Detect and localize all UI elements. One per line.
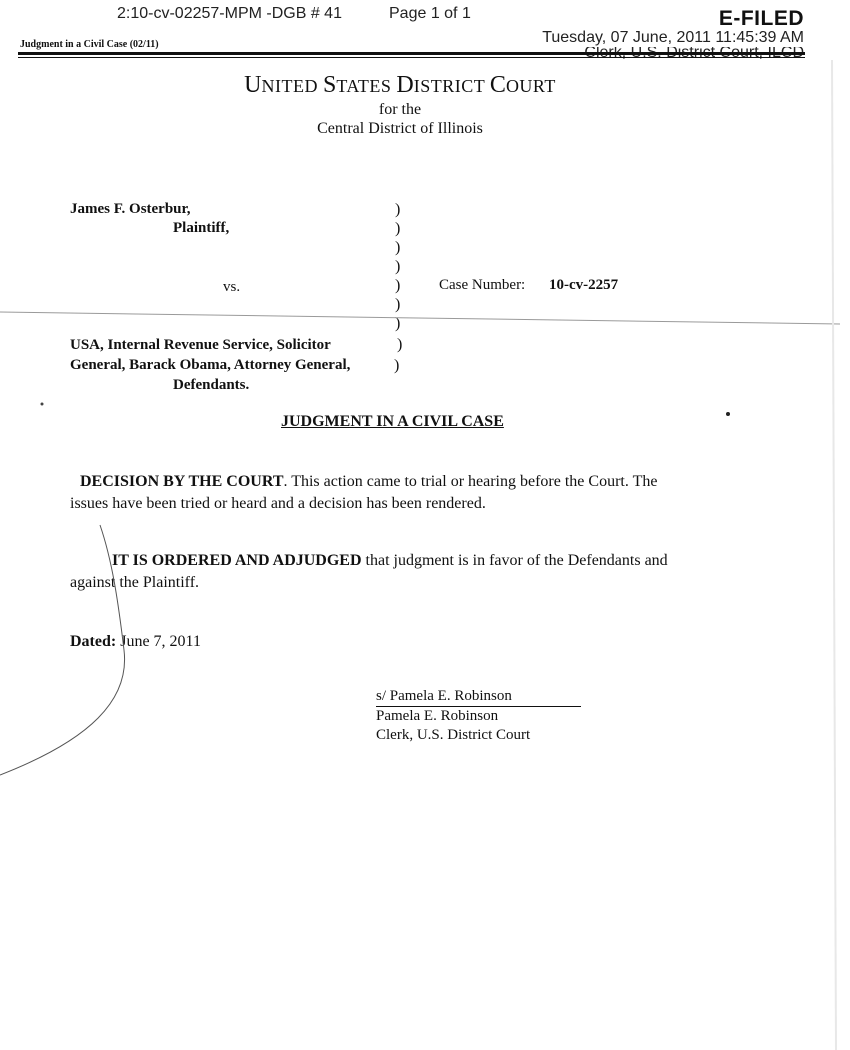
fold-line xyxy=(0,312,840,324)
filing-datetime: Tuesday, 07 June, 2011 11:45:39 AM xyxy=(542,29,804,46)
signer-title: Clerk, U.S. District Court xyxy=(376,727,531,743)
court-title-part: S xyxy=(322,72,337,98)
plaintiff-name: James F. Osterbur, xyxy=(70,201,191,217)
court-title-part: ISTRICT xyxy=(413,76,490,96)
court-title-part: NITED xyxy=(261,76,323,96)
caption-paren: ) xyxy=(395,296,401,313)
signer-name: Pamela E. Robinson xyxy=(376,708,499,724)
court-title-part: U xyxy=(244,72,262,98)
pen-stroke xyxy=(0,525,125,775)
decision-line-2: issues have been tried or heard and a decision has been rendered. xyxy=(70,495,486,512)
ordered-lead: IT IS ORDERED AND ADJUDGED xyxy=(112,552,362,569)
signature-text: s/ Pamela E. Robinson xyxy=(376,687,581,707)
case-number: 10-cv-2257 xyxy=(549,277,619,293)
ordered-text: that judgment is in favor of the Defendants and xyxy=(361,552,668,569)
stray-dot xyxy=(726,412,730,416)
defendants-role: Defendants. xyxy=(173,377,250,393)
caption-paren: ) xyxy=(395,277,401,294)
defendants-line-1: USA, Internal Revenue Service, Solicitor xyxy=(70,337,331,353)
caption-paren: ) xyxy=(397,336,403,353)
case-header-stamp: 2:10-cv-02257-MPM -DGB # 41 xyxy=(117,5,342,22)
dated-label: Dated: xyxy=(70,633,117,650)
caption-paren: ) xyxy=(395,258,401,275)
court-title-part: D xyxy=(396,72,414,98)
form-label: Judgment in a Civil Case (02/11) xyxy=(20,39,159,50)
court-title-part: OURT xyxy=(505,76,556,96)
caption-paren: ) xyxy=(394,357,400,374)
dated-value: June 7, 2011 xyxy=(116,633,201,650)
case-number-label: Case Number: xyxy=(439,277,526,293)
for-the: for the xyxy=(378,101,422,118)
efiled-stamp: E-FILED xyxy=(718,7,804,30)
judgment-heading: JUDGMENT IN A CIVIL CASE xyxy=(281,413,504,430)
court-title-part: C xyxy=(489,72,506,98)
plaintiff-role: Plaintiff, xyxy=(173,220,230,236)
caption-paren: ) xyxy=(395,220,401,237)
ordered-line-2: against the Plaintiff. xyxy=(70,574,200,591)
court-title-part: TATES xyxy=(336,76,397,96)
caption-paren: ) xyxy=(395,239,401,256)
decision-lead: DECISION BY THE COURT xyxy=(80,473,284,490)
decision-text: . This action came to trial or hearing before the Court. The xyxy=(283,473,658,490)
scan-edge xyxy=(832,60,836,1050)
stray-dot xyxy=(41,403,44,406)
defendants-line-2: General, Barack Obama, Attorney General, xyxy=(70,357,351,373)
district-name: Central District of Illinois xyxy=(317,120,483,137)
caption-paren: ) xyxy=(395,315,401,332)
versus-label: vs. xyxy=(223,279,241,295)
caption-paren: ) xyxy=(395,201,401,218)
page-header-stamp: Page 1 of 1 xyxy=(389,5,471,22)
